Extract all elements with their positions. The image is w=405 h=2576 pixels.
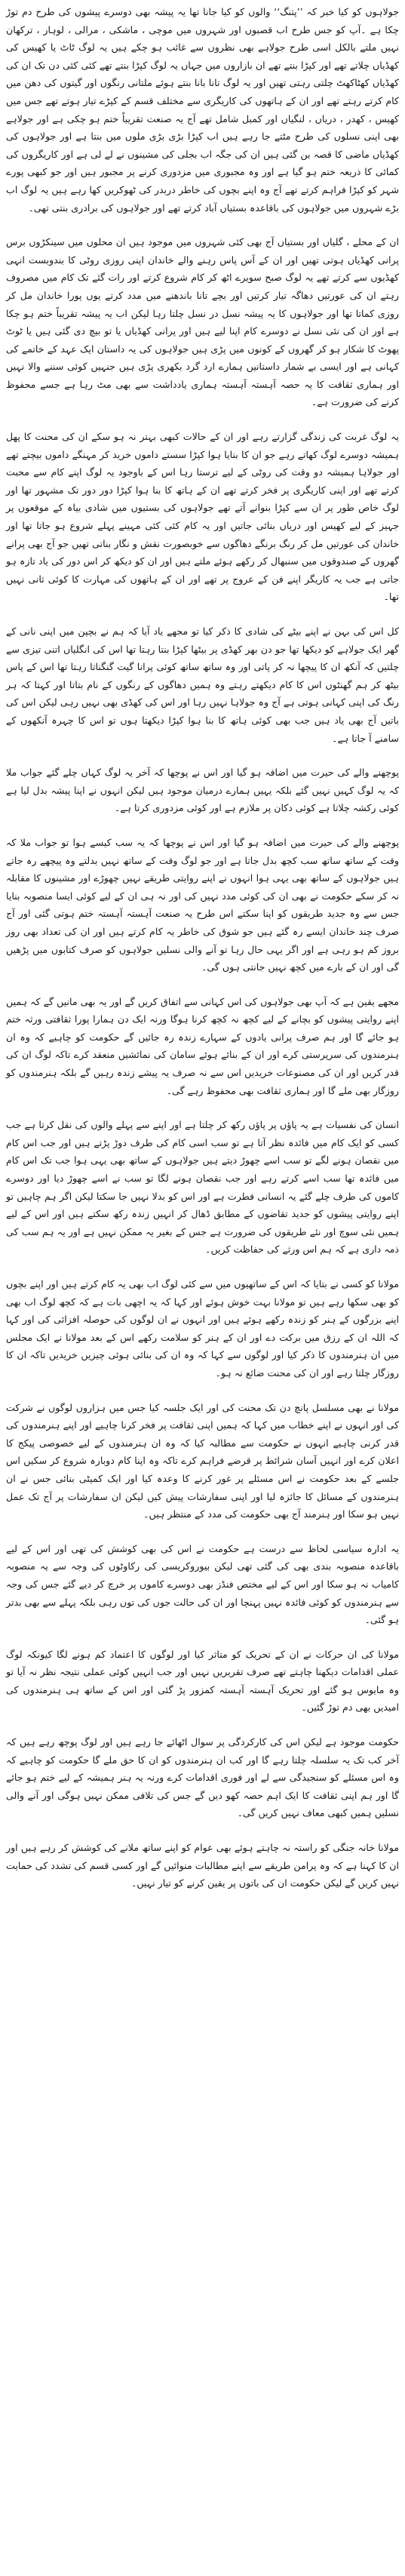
article-paragraph-9: مولانا کو کسی نے بتایا کہ اس کے ساتھیوں میں سے کئی لوگ اب بھی یہ کام کرتے ہیں اور اپنے بچوں کو بھی سکھا رہے ہیں تو مولانا بہت خوش ہوئے اور کہا کہ یہ اچھی بات ہے کہ کچھ لوگ اب بھی اپنے بزرگوں کے ہنر کو زندہ رکھے ہوئے ہیں اور انہوں نے ان لوگوں کی حوصلہ افزائی کی اور کہا کہ اللہ ان کے رزق میں برکت دے اور ان کے ہنر کو سلامت رکھے اس کے بعد مولانا نے ایک مجلس میں ان ہنرمندوں کا ذکر کیا اور لوگوں سے کہا کہ وہ ان کی بنائی ہوئی چیزیں خریدیں تاکہ ان کا روزگار چلتا رہے اور ان کی محنت ضائع نہ ہو۔: [6, 1278, 399, 1379]
article-paragraph-14: مولانا خانہ جنگی کو راستہ نہ چاہتے ہوئے بھی عوام کو اپنے ساتھ ملانے کی کوشش کر رہے ہیں اور ان کا کہنا ہے کہ وہ پرامن طریقے سے اپنے مطالبات منوائیں گے اور کسی قسم کی تشدد کی حمایت نہیں کریں گے لیکن حکومت ان کی باتوں پر یقین کرنے کو تیار نہیں۔: [6, 1842, 399, 1889]
article-paragraph-10: مولانا نے بھی مسلسل پانچ دن تک محنت کی اور ایک جلسہ کیا جس میں ہزاروں لوگوں نے شرکت کی اور انہوں نے اپنے خطاب میں کہا کہ ہمیں اپنی ثقافت پر فخر کرنا چاہیے اور اپنے ہنرمندوں کی قدر کرنی چاہیے انہوں نے حکومت سے مطالبہ کیا کہ وہ ان ہنرمندوں کے لیے خصوصی پیکج کا اعلان کرے اور انہیں آسان شرائط پر قرضے فراہم کرے تاکہ وہ اپنا کام دوبارہ شروع کر سکیں اس جلسے کے بعد حکومت نے اس مسئلے پر غور کرنے کا وعدہ کیا اور ایک کمیٹی بنائی جس نے ان ہنرمندوں کے مسائل کا جائزہ لیا اور اپنی سفارشات پیش کیں لیکن ان سفارشات پر آج تک عمل نہیں ہو سکا اور ہنرمند آج بھی حکومت کی مدد کے منتظر ہیں۔: [6, 1401, 399, 1520]
article-paragraph-11: یہ ادارہ سیاسی لحاظ سے درست ہے حکومت نے اس کی بھی کوشش کی تھی اور اس کے لیے باقاعدہ منصوبہ بندی بھی کی گئی تھی لیکن بیوروکریسی کی رکاوٹوں کی وجہ سے یہ منصوبہ کامیاب نہ ہو سکا اور اس کے لیے مختص فنڈز بھی دوسرے کاموں پر خرچ کر دیے گئے جس کی وجہ سے ہنرمندوں کو کوئی فائدہ نہیں پہنچا اور ان کی حالت جوں کی توں رہی بلکہ پہلے سے بھی بدتر ہو گئی۔: [6, 1542, 399, 1626]
article-paragraph-2: ان کے محلے ، گلیاں اور بستیاں آج بھی کئی شہروں میں موجود ہیں ان محلوں میں سینکڑوں برس پرانی کھڈیاں ہوتی تھیں اور ان کے آس پاس رہنے والے خاندان اپنی روزی روٹی کا بندوبست انہی کھڈیوں سے کرتے تھے یہ لوگ صبح سویرے اٹھ کر کام شروع کرتے اور رات گئے تک کام میں مصروف رہتے ان کی عورتیں دھاگہ تیار کرتیں اور بچے تانا باندھنے میں مدد کرتے یوں پورا خاندان مل کر روزی کماتا تھا اور جولاہوں کا یہ پیشہ نسل در نسل چلتا رہا لیکن اب یہ پیشہ تقریباً ختم ہو چکا ہے اور ان کی نئی نسل نے دوسرے کام اپنا لیے ہیں اور پرانی کھڈیاں یا تو بیچ دی گئی ہیں یا ٹوٹ پھوٹ کا شکار ہو کر گھروں کے کونوں میں پڑی ہیں جولاہوں کی یہ داستان ایک عہد کے خاتمے کی کہانی ہے اور ایسی بے شمار داستانیں ہمارے ارد گرد بکھری پڑی ہیں جنہیں کوئی سننے والا نہیں اور ہماری ثقافت کا یہ حصہ آہستہ آہستہ ہماری یادداشت سے بھی مٹ رہا ہے جسے محفوظ کرنے کی ضرورت ہے۔: [6, 236, 399, 408]
article-paragraph-3: یہ لوگ غربت کی زندگی گزارتے رہے اور ان کے حالات کبھی بہتر نہ ہو سکے ان کی محنت کا پھل ہمیشہ دوسرے لوگ کھاتے رہے جو ان کا بنایا ہوا کپڑا سستے داموں خرید کر مہنگے داموں بیچتے تھے اور جولاہا ہمیشہ دو وقت کی روٹی کے لیے ترستا رہا اس کے باوجود یہ لوگ اپنے کام سے محبت کرتے تھے اور اپنی کاریگری پر فخر کرتے تھے ان کے ہاتھ کا بنا ہوا کپڑا دور دور تک مشہور تھا اور لوگ خاص طور پر ان سے کپڑا بنوانے آتے تھے جولاہوں کی بستیوں میں شادی بیاہ کے موقعوں پر جہیز کے لیے کھیس اور دریاں بنائی جاتیں اور یہ کام کئی کئی مہینے پہلے شروع ہو جاتا تھا اور خاندان کی عورتیں مل کر رنگ برنگے دھاگوں سے خوبصورت نقش و نگار بناتی تھیں جو آج بھی پرانے گھروں کے صندوقوں میں سنبھال کر رکھے ہوئے ملتے ہیں اور ان کو دیکھ کر اس دور کی یاد تازہ ہو جاتی ہے جب یہ کاریگر اپنے فن کے عروج پر تھے اور ان کے ہاتھوں کی مہارت کا کوئی ثانی نہیں تھا۔: [6, 431, 399, 603]
article-paragraph-8: انسان کی نفسیات ہے یہ پاؤں پر پاؤں رکھ کر چلتا ہے اور اپنے سے پہلے والوں کی نقل کرتا ہے جب کسی کو ایک کام میں فائدہ نظر آتا ہے تو سب اسی کام کی طرف دوڑ پڑتے ہیں اور جب اس کام میں نقصان ہونے لگے تو سب اسے چھوڑ دیتے ہیں جولاہوں کے ساتھ بھی یہی ہوا جب تک اس کام میں فائدہ تھا سب اسے کرتے رہے اور جب نقصان ہونے لگا تو سب نے اسے چھوڑ دیا اور دوسرے کاموں کی طرف چلے گئے یہ انسانی فطرت ہے اور اس کو بدلا نہیں جا سکتا لیکن اگر ہم چاہیں تو اپنے روایتی پیشوں کو جدید تقاضوں کے مطابق ڈھال کر انہیں زندہ رکھ سکتے ہیں اور اس کے لیے ہمیں نئی سوچ اور نئے طریقوں کی ضرورت ہے جس کے بغیر یہ ممکن نہیں ہے اور یہ ہم سب کی ذمہ داری ہے کہ ہم اس ورثے کی حفاظت کریں۔: [6, 1119, 399, 1256]
article-paragraph-12: مولانا کی ان حرکات نے ان کے تحریک کو متاثر کیا اور لوگوں کا اعتماد کم ہونے لگا کیونکہ لوگ عملی اقدامات دیکھنا چاہتے تھے صرف تقریریں نہیں اور جب انہیں کوئی عملی نتیجہ نظر نہ آیا تو وہ مایوس ہو گئے اور تحریک آہستہ آہستہ کمزور پڑ گئی اور اس کے ساتھ ہی ہنرمندوں کی امیدیں بھی دم توڑ گئیں۔: [6, 1648, 399, 1714]
article-paragraph-6: پوچھنے والے کی حیرت میں اضافہ ہو گیا اور اس نے پوچھا کہ یہ سب کیسے ہوا تو جواب ملا کہ وقت کے ساتھ ساتھ سب کچھ بدل جاتا ہے اور جو لوگ وقت کے ساتھ نہیں بدلتے وہ پیچھے رہ جاتے ہیں جولاہوں کے ساتھ بھی یہی ہوا انہوں نے اپنے روایتی طریقے نہیں چھوڑے اور مشینوں کا مقابلہ نہ کر سکے حکومت نے بھی ان کی کوئی مدد نہیں کی اور نہ ہی ان کے لیے کوئی ایسا منصوبہ بنایا جس سے وہ جدید طریقوں کو اپنا سکتے اس طرح یہ صنعت آہستہ آہستہ ختم ہوتی گئی اور آج صرف چند خاندان ایسے رہ گئے ہیں جو شوق کی خاطر یہ کام کرتے ہیں اور ان کی تعداد بھی روز بروز کم ہو رہی ہے اور اگر یہی حال رہا تو آنے والی نسلیں جولاہوں کو صرف کتابوں میں پڑھیں گی اور ان کے بارے میں کچھ نہیں جانتی ہوں گی۔: [6, 836, 399, 973]
article-paragraph-4: کل اس کی بہن نے اپنے بیٹے کی شادی کا ذکر کیا تو مجھے یاد آیا کہ ہم نے بچپن میں اپنی نانی کے گھر ایک جولاہے کو دیکھا تھا جو دن بھر کھڈی پر بیٹھا کپڑا بنتا رہتا تھا اس کی انگلیاں اتنی تیزی سے چلتیں کہ آنکھ ان کا پیچھا نہ کر پاتی اور وہ ساتھ ساتھ کوئی پرانا گیت گنگناتا رہتا تھا اس کے پاس بیٹھ کر ہم گھنٹوں اس کا کام دیکھتے رہتے وہ ہمیں دھاگوں کے رنگوں کے نام بتاتا اور کہتا کہ ہر رنگ کی اپنی کہانی ہوتی ہے آج وہ جولاہا نہیں رہا اور اس کی کھڈی بھی نہیں رہی لیکن اس کی باتیں آج بھی یاد ہیں جب بھی کوئی ہاتھ کا بنا ہوا کپڑا دیکھتا ہوں تو اس کا چہرہ آنکھوں کے سامنے آ جاتا ہے۔: [6, 626, 399, 744]
article-paragraph-1: جولاہوں کو کیا خبر کہ ’’پتنگ‘‘ والوں کو کیا جانا تھا یہ پیشہ بھی دوسرے پیشوں کی طرح دم توڑ چکا ہے ۔آپ کو جس طرح اب قصبوں اور شہروں میں موچی ، ماشکی ، مرالی ، لوہار ، ترکھان نہیں ملتے بالکل اسی طرح جولاہے بھی نظروں سے غائب ہو چکے ہیں یہ لوگ ٹاٹ یا کھیس کی کھڈیاں چلاتے تھے اور کپڑا بنتے تھے ان بازاروں میں جہاں یہ لوگ کپڑا بنتے تھے کئی کئی دن تک ان کی کھڈیاں کھٹاکھٹ چلتی رہتی تھیں اور یہ لوگ تانا بانا بنتے ہوئے ملتانی رنگوں اور گیتوں کی دھن میں کام کرتے رہتے تھے اور ان کے ہاتھوں کی کاریگری سے مختلف قسم کے کپڑے تیار ہوتے تھے جس میں کھیس ، کھدر ، دریاں ، لنگیاں اور کمبل شامل تھے آج یہ صنعت تقریباً ختم ہو چکی ہے اور جولاہے بھی اپنی نسلوں کی طرح مٹتے جا رہے ہیں اب کپڑا بڑی بڑی ملوں میں بنتا ہے اور جولاہوں کی کھڈیاں ماضی کا قصہ بن گئی ہیں ان کی جگہ اب بجلی کی مشینوں نے لے لی ہے اور کاریگروں کی کمائی کا ذریعہ ختم ہو گیا ہے اور وہ مجبوری میں مزدوری کرنے پر مجبور ہیں اور جو کبھی پورے شہر کو کپڑا فراہم کرتے تھے آج وہ اپنے بچوں کی خاطر دربدر کی ٹھوکریں کھا رہے ہیں یہ لوگ اب بڑے شہروں میں جولاہوں کی باقاعدہ بستیاں آباد کرتے تھے اور جولاہوں کی برادری بنتی تھی۔: [6, 6, 399, 214]
article-paragraph-7: مجھے یقین ہے کہ آپ بھی جولاہوں کی اس کہانی سے اتفاق کریں گے اور یہ بھی مانیں گے کہ ہمیں اپنے روایتی پیشوں کو بچانے کے لیے کچھ نہ کچھ کرنا ہوگا ورنہ ایک دن ہمارا پورا ثقافتی ورثہ ختم ہو جائے گا اور ہم صرف پرانی یادوں کے سہارے زندہ رہ جائیں گے حکومت کو چاہیے کہ وہ ان ہنرمندوں کی سرپرستی کرے اور ان کے بنائے ہوئے سامان کی نمائشیں منعقد کرے تاکہ لوگ ان کی قدر کریں اور ان کی مصنوعات خریدیں اس سے نہ صرف یہ پیشے زندہ رہیں گے بلکہ ہنرمندوں کو روزگار بھی ملے گا اور ہماری ثقافت بھی محفوظ رہے گی۔: [6, 995, 399, 1096]
article-paragraph-5: پوچھنے والے کی حیرت میں اضافہ ہو گیا اور اس نے پوچھا کہ آخر یہ لوگ کہاں چلے گئے جواب ملا کہ یہ لوگ کہیں نہیں گئے بلکہ یہیں ہمارے درمیان موجود ہیں لیکن انہوں نے اپنا پیشہ بدل لیا ہے کوئی رکشہ چلاتا ہے کوئی دکان پر ملازم ہے اور کوئی مزدوری کرتا ہے۔: [6, 767, 399, 814]
article-paragraph-13: حکومت موجود ہے لیکن اس کی کارکردگی پر سوال اٹھائے جا رہے ہیں اور لوگ پوچھ رہے ہیں کہ آخر کب تک یہ سلسلہ چلتا رہے گا اور کب ان ہنرمندوں کو ان کا حق ملے گا حکومت کو چاہیے کہ وہ اس مسئلے کو سنجیدگی سے لے اور فوری اقدامات کرے ورنہ یہ ہنر ہمیشہ کے لیے ختم ہو جائے گا اور ہم اپنی ثقافت کا ایک اہم حصہ کھو دیں گے جس کی تلافی ممکن نہیں ہوگی اور آنے والی نسلیں ہمیں کبھی معاف نہیں کریں گی۔: [6, 1736, 399, 1819]
